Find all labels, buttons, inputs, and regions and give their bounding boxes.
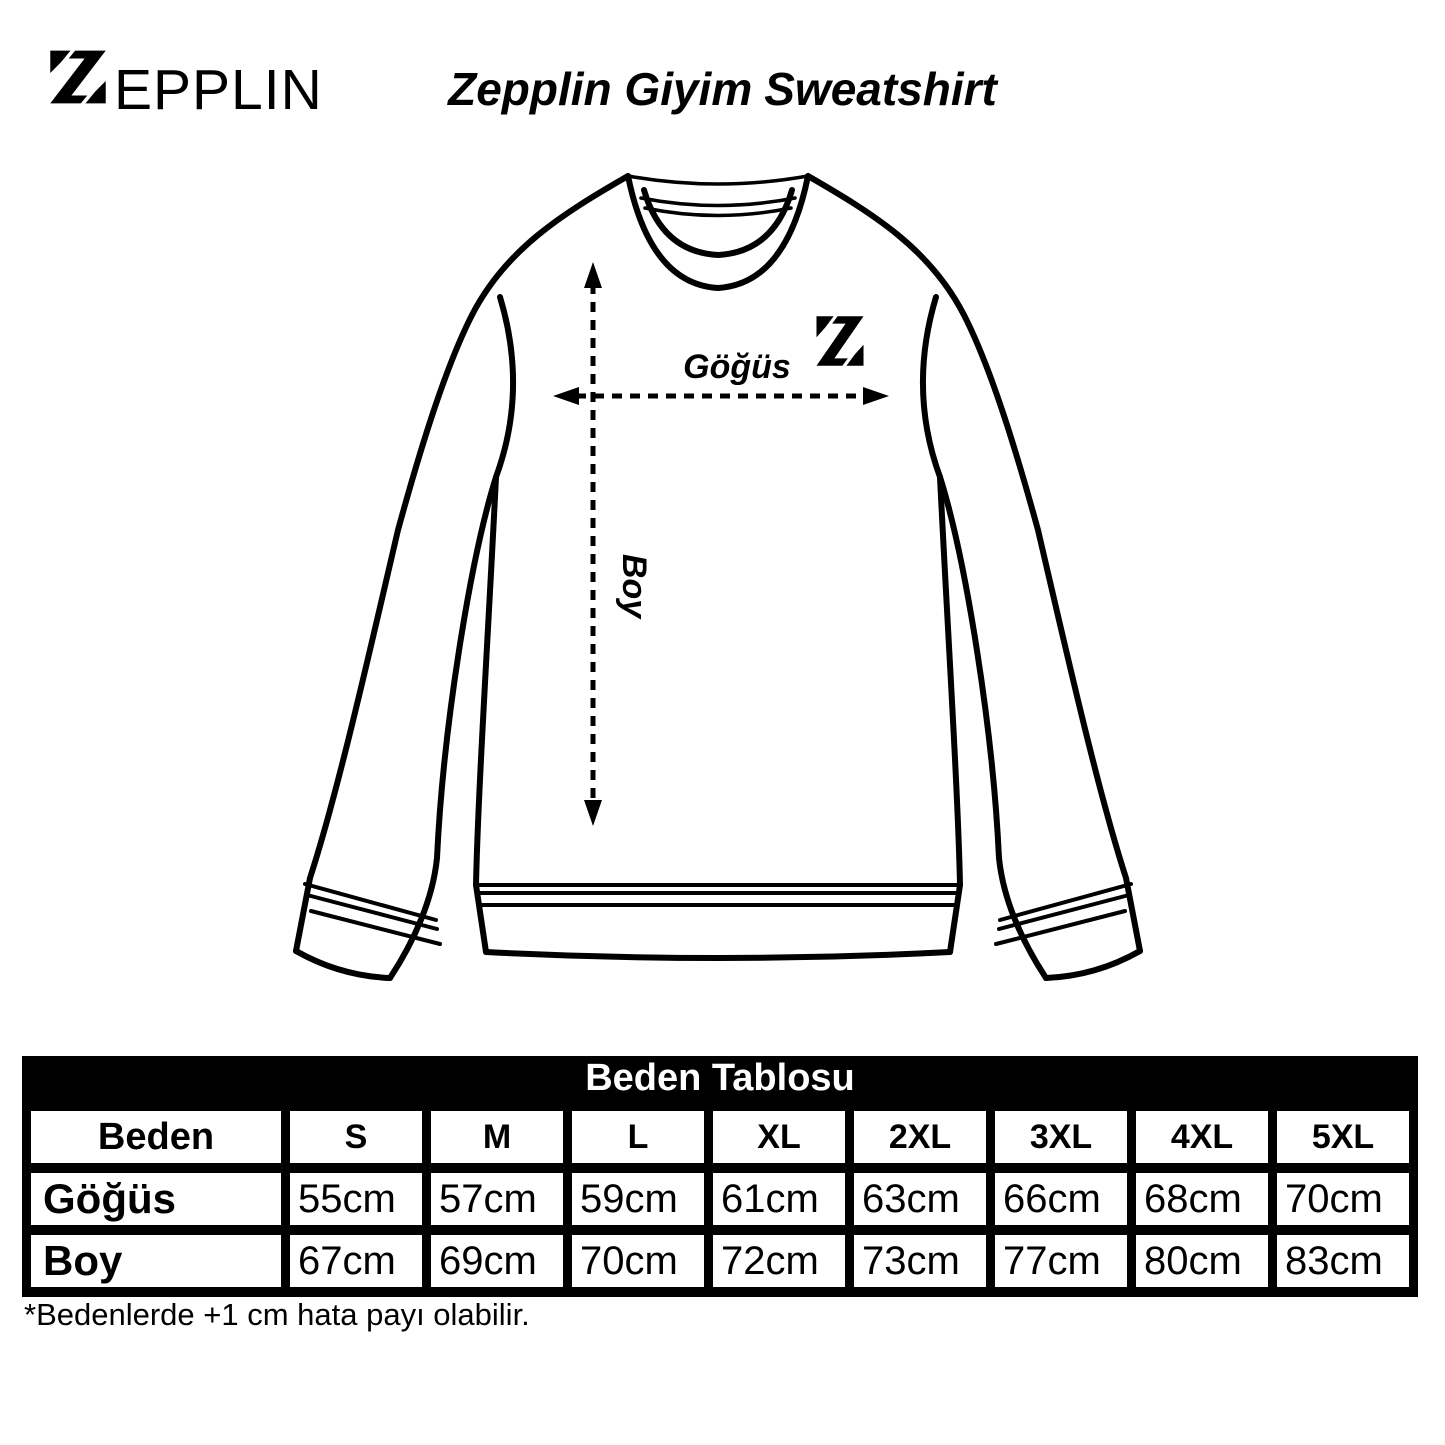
- arrow-up-icon: [584, 262, 602, 288]
- length-value-s: 67cm: [290, 1235, 422, 1287]
- length-value-3xl: 77cm: [995, 1235, 1127, 1287]
- col-header-m: M: [431, 1111, 563, 1163]
- col-header-xl: XL: [713, 1111, 845, 1163]
- length-value-xl: 72cm: [713, 1235, 845, 1287]
- tolerance-footnote: *Bedenlerde +1 cm hata payı olabilir.: [24, 1297, 530, 1332]
- length-measure-label: Boy: [615, 553, 653, 619]
- title-brand-part: Zepplin Giyim: [448, 63, 753, 115]
- chest-value-4xl: 68cm: [1136, 1173, 1268, 1225]
- chest-value-5xl: 70cm: [1277, 1173, 1409, 1225]
- col-header-s: S: [290, 1111, 422, 1163]
- chest-value-xl: 61cm: [713, 1173, 845, 1225]
- chest-measure-label: Göğüs: [683, 348, 791, 386]
- title-product-part: Sweatshirt: [764, 63, 997, 115]
- length-value-m: 69cm: [431, 1235, 563, 1287]
- col-header-5xl: 5XL: [1277, 1111, 1409, 1163]
- chest-arrow: [553, 387, 889, 405]
- col-header-beden: Beden: [31, 1111, 281, 1163]
- size-table-title: Beden Tablosu: [585, 1057, 855, 1099]
- brand-name: EPPLIN: [114, 58, 323, 122]
- chest-value-2xl: 63cm: [854, 1173, 986, 1225]
- length-value-2xl: 73cm: [854, 1235, 986, 1287]
- arrow-right-icon: [863, 387, 889, 405]
- chest-value-3xl: 66cm: [995, 1173, 1127, 1225]
- length-value-4xl: 80cm: [1136, 1235, 1268, 1287]
- chest-row: [31, 1173, 1409, 1225]
- length-value-l: 70cm: [572, 1235, 704, 1287]
- row-label-length: Boy: [31, 1235, 281, 1287]
- size-table: [22, 1056, 1418, 1297]
- chest-value-m: 57cm: [431, 1173, 563, 1225]
- chest-value-s: 55cm: [290, 1173, 422, 1225]
- length-value-5xl: 83cm: [1277, 1235, 1409, 1287]
- arrow-down-icon: [584, 800, 602, 826]
- length-arrow: [584, 262, 602, 826]
- size-table-header-row: [31, 1111, 1409, 1163]
- col-header-2xl: 2XL: [854, 1111, 986, 1163]
- col-header-3xl: 3XL: [995, 1111, 1127, 1163]
- chest-z-logo-icon: [816, 309, 863, 373]
- col-header-4xl: 4XL: [1136, 1111, 1268, 1163]
- col-header-l: L: [572, 1111, 704, 1163]
- chest-value-l: 59cm: [572, 1173, 704, 1225]
- length-row: [31, 1235, 1409, 1287]
- row-label-chest: Göğüs: [31, 1173, 281, 1225]
- sweatshirt-outline: [296, 176, 1140, 978]
- arrow-left-icon: [553, 387, 579, 405]
